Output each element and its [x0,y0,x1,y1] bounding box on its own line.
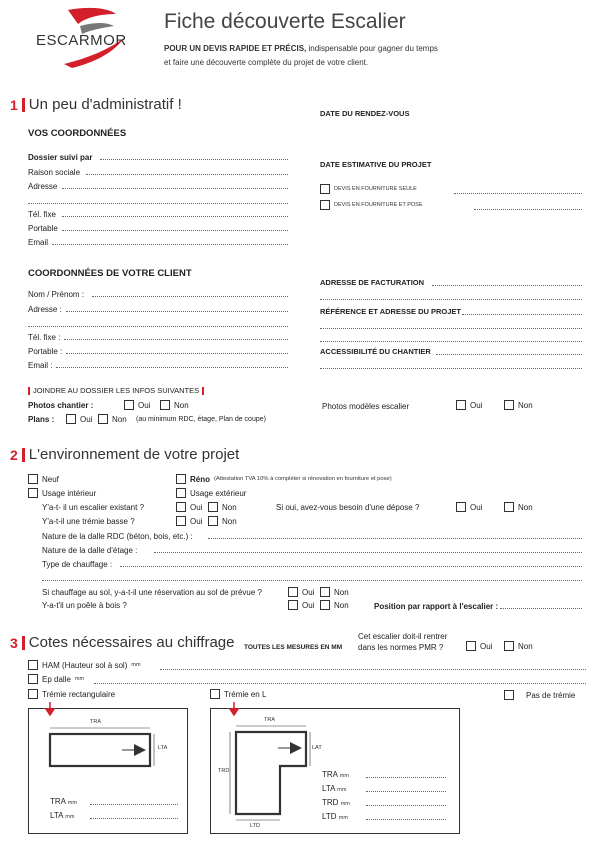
dalle-rdc-label: Nature de la dalle RDC (béton, bois, etc.) : [42,532,193,541]
tremie-rect-checkbox[interactable] [28,689,38,699]
pmr-oui-checkbox[interactable] [466,641,476,651]
d2-lta-label [322,784,346,793]
poele-oui-checkbox[interactable] [288,600,298,610]
d1-lta-unit: mm [65,814,75,820]
d2-tra-input[interactable] [366,770,446,778]
photos-modeles-non[interactable] [504,400,533,410]
escalier-existant-non-checkbox[interactable] [208,502,218,512]
facturation-label: ADRESSE DE FACTURATION [320,278,425,287]
photos-chantier-non-label: Non [174,400,189,410]
pmr-oui-label: Oui [480,641,493,651]
d2-trd-name: TRD [322,798,339,807]
facturation-input-2[interactable] [320,292,582,300]
subtitle-bold: POUR UN DEVIS RAPIDE ET PRÉCIS, [164,44,307,53]
ham-unit: mm [131,662,141,668]
plans-non[interactable] [98,414,127,424]
ham-input[interactable] [160,662,586,670]
photos-chantier-non[interactable] [160,400,189,410]
d2-lta-input[interactable] [366,784,446,792]
plans-oui[interactable] [66,414,92,424]
reno-label: Réno [190,474,210,484]
usage-ext-label: Usage extérieur [190,488,247,498]
escalier-existant-non[interactable] [208,502,237,512]
photos-modeles-label: Photos modèles escalier [322,402,410,411]
usage-ext-option[interactable] [176,488,246,498]
section-1-number: 1 [10,96,18,113]
photos-chantier-oui[interactable] [124,400,150,410]
page-title: Fiche découverte Escalier [164,10,406,33]
escalier-existant-non-label: Non [222,502,237,512]
neuf-checkbox[interactable] [28,474,38,484]
pas-tremie-option[interactable] [504,690,575,700]
rdv-label: DATE DU RENDEZ-VOUS [320,109,410,118]
date-estim-label: DATE ESTIMATIVE DU PROJET [320,160,432,169]
tremie-basse-oui-label: Oui [190,516,203,526]
pmr-non-checkbox[interactable] [504,641,514,651]
accessibilite-label: ACCESSIBILITÉ DU CHANTIER [320,347,431,356]
reference-input[interactable] [462,307,582,315]
reno-option[interactable] [176,474,392,484]
chauffage-input[interactable] [120,559,582,567]
tremie-basse-non-checkbox[interactable] [208,516,218,526]
reservation-oui-label: Oui [302,587,315,597]
devis-fourniture-label: DEVIS EN FOURNITURE SEULE [334,186,417,192]
mesures-note: TOUTES LES MESURES EN MM [244,644,343,651]
vos-coordonnees-title: VOS COORDONNÉES [28,128,127,139]
d2-lta-unit: mm [337,787,347,793]
depose-oui-checkbox[interactable] [456,502,466,512]
ep-dalle-unit: mm [74,676,85,682]
section-1-title: Un peu d'administratif ! [28,96,182,113]
tremie-basse-label: Y'a-t-il une trémie basse ? [42,517,135,526]
ep-dalle-checkbox[interactable] [28,674,38,684]
section-3-bar [22,636,25,650]
client-portable-label: Portable : [28,347,63,356]
brand-name: ESCARMOR [36,32,127,49]
photos-modeles-non-checkbox[interactable] [504,400,514,410]
devis-pose-label: DEVIS EN FOURNITURE ET POSE [334,202,423,208]
tremie-basse-non[interactable] [208,516,237,526]
d1-tra-input[interactable] [90,797,178,805]
accessibilite-input[interactable] [436,347,582,355]
usage-int-checkbox[interactable] [28,488,38,498]
escalier-existant-oui-label: Oui [190,502,203,512]
ham-checkbox[interactable] [28,660,38,670]
pmr-oui[interactable] [466,641,492,651]
accessibilite-input-2[interactable] [320,361,582,369]
section-1-heading [10,96,182,113]
page-subtitle-line2: et faire une découverte complète du projet de votre client. [164,58,369,67]
d2-lta-name: LTA [322,784,336,793]
field-raison-label: Raison sociale [28,168,81,177]
field-adresse-input-2[interactable] [28,196,288,204]
diagram-rect-tra-label: TRA [90,719,101,725]
photos-chantier-label: Photos chantier : [28,401,94,410]
photos-chantier-oui-checkbox[interactable] [124,400,134,410]
usage-int-label: Usage intérieur [42,488,97,498]
photos-modeles-non-label: Non [518,400,533,410]
client-nom-input[interactable] [92,289,288,297]
tremie-basse-oui[interactable] [176,516,202,526]
field-dossier-input[interactable] [100,152,288,160]
diagram-l-tra-label: TRA [264,717,275,723]
reno-note: (Attestation TVA 10% à compléter si rénovation en fourniture et pose) [214,476,392,482]
ep-dalle-input[interactable] [94,676,586,684]
devis-pose-option[interactable] [320,200,423,210]
pmr-non-label: Non [518,641,533,651]
d1-tra-name: TRA [50,797,66,806]
field-adresse-input[interactable] [62,181,288,189]
depose-oui-label: Oui [470,502,483,512]
page-subtitle [164,44,438,53]
reservation-oui-checkbox[interactable] [288,587,298,597]
field-tel-label: Tél. fixe [28,210,57,219]
tremie-basse-oui-checkbox[interactable] [176,516,186,526]
poele-oui[interactable] [288,600,314,610]
brand-logo [28,4,138,70]
poele-non[interactable] [320,600,349,610]
diagram-l-lat-label: LAT [312,745,322,751]
dalle-rdc-input[interactable] [208,531,582,539]
client-adresse-input[interactable] [66,304,288,312]
devis-fourniture-option[interactable] [320,184,417,194]
ep-dalle-label: Ep dalle [42,674,71,684]
plans-note: (au minimum RDC, étage, Plan de coupe) [136,416,266,423]
field-raison-input[interactable] [86,167,288,175]
d2-tra-unit: mm [339,773,349,779]
client-tel-input[interactable] [64,332,288,340]
field-adresse-label: Adresse [28,182,58,191]
ham-option[interactable] [28,660,141,670]
field-email-label: Email [28,238,49,247]
tremie-l-option[interactable] [210,689,266,699]
section-3-title: Cotes nécessaires au chiffrage [28,634,235,651]
tremie-rect-option[interactable] [28,689,115,699]
escalier-existant-label: Y'a-t- il un escalier existant ? [42,503,145,512]
field-portable-input[interactable] [62,223,288,231]
field-tel-input[interactable] [62,209,288,217]
depose-non-checkbox[interactable] [504,502,514,512]
section-2-heading [10,446,239,463]
escalier-existant-oui-checkbox[interactable] [176,502,186,512]
chauffage-input-2[interactable] [42,573,582,581]
dalle-etage-input[interactable] [154,545,582,553]
tremie-rect-label: Trémie rectangulaire [42,689,116,699]
field-email-input[interactable] [52,237,288,245]
d2-trd-input[interactable] [366,798,446,806]
plans-oui-checkbox[interactable] [66,414,76,424]
reservation-label: Si chauffage au sol, y-a-t-il une réservation au sol de prévue ? [42,588,262,597]
client-title: COORDONNÉES DE VOTRE CLIENT [28,268,192,279]
tremie-l-shape [236,732,306,814]
section-3-number: 3 [10,634,18,651]
facturation-input[interactable] [432,278,582,286]
depose-non-label: Non [518,502,533,512]
client-email-input[interactable] [56,360,288,368]
tremie-l-label: Trémie en L [224,689,267,699]
field-portable-label: Portable [28,224,58,233]
plans-oui-label: Oui [80,414,93,424]
reservation-non-label: Non [334,587,349,597]
reference-label: RÉFÉRENCE ET ADRESSE DU PROJET [320,307,461,316]
plans-label: Plans : [28,415,55,424]
d2-ltd-name: LTD [322,812,337,821]
plans-non-label: Non [112,414,127,424]
d2-tra-name: TRA [322,770,338,779]
field-dossier-label: Dossier suivi par [28,153,93,162]
poele-oui-label: Oui [302,600,315,610]
position-label: Position par rapport à l'escalier : [374,602,499,611]
photos-chantier-non-checkbox[interactable] [160,400,170,410]
pmr-question-line2: dans les normes PMR ? [358,643,444,652]
joindre-text: JOINDRE AU DOSSIER LES INFOS SUIVANTES [33,386,200,395]
pas-tremie-label: Pas de trémie [526,690,576,700]
d2-ltd-label [322,812,348,821]
poele-non-checkbox[interactable] [320,600,330,610]
photos-modeles-oui-checkbox[interactable] [456,400,466,410]
section-1-bar [22,98,25,112]
usage-ext-checkbox[interactable] [176,488,186,498]
section-2-bar [22,448,25,462]
client-adresse-label: Adresse : [28,305,62,314]
d2-tra-label [322,770,349,779]
escalier-existant-oui[interactable] [176,502,202,512]
diagram-l-ltd-label: LTD [250,823,260,829]
client-nom-label: Nom / Prénom : [28,290,85,299]
reference-input-2[interactable] [320,321,582,329]
d1-lta-name: LTA [50,811,64,820]
neuf-label: Neuf [42,474,59,484]
d2-trd-label [322,798,350,807]
reservation-oui[interactable] [288,587,314,597]
d1-lta-input[interactable] [90,811,178,819]
joindre-label [28,386,204,395]
reservation-non[interactable] [320,587,349,597]
joindre-bar-right [202,387,204,395]
d1-tra-label [50,797,77,806]
pmr-non[interactable] [504,641,533,651]
d1-tra-unit: mm [67,800,77,806]
poele-non-label: Non [334,600,349,610]
section-2-title: L'environnement de votre projet [28,446,240,463]
down-arrow-icon [230,702,238,715]
d2-ltd-unit: mm [338,815,348,821]
photos-chantier-oui-label: Oui [138,400,151,410]
d2-ltd-input[interactable] [366,812,446,820]
ep-dalle-option[interactable] [28,674,84,684]
depose-non[interactable] [504,502,533,512]
reference-input-3[interactable] [320,334,582,342]
diagram-rect-lta-label: LTA [158,745,168,751]
client-email-label: Email : [28,361,53,370]
photos-modeles-oui[interactable] [456,400,482,410]
depose-oui[interactable] [456,502,482,512]
d2-trd-unit: mm [340,801,350,807]
devis-pose-checkbox[interactable] [320,200,330,210]
client-tel-label: Tél. fixe : [28,333,61,342]
client-portable-input[interactable] [66,346,288,354]
dalle-etage-label: Nature de la dalle d'étage : [42,546,138,555]
devis-fourniture-input[interactable] [454,186,582,194]
plans-non-checkbox[interactable] [98,414,108,424]
ham-label: HAM (Hauteur sol à sol) [42,660,128,670]
pmr-question-line1: Cet escalier doit-il rentrer [358,632,448,641]
devis-pose-input[interactable] [474,202,582,210]
reservation-non-checkbox[interactable] [320,587,330,597]
poele-label: Y-a-t'il un poêle à bois ? [42,601,127,610]
photos-modeles-oui-label: Oui [470,400,483,410]
position-input[interactable] [500,601,582,609]
depose-label: Si oui, avez-vous besoin d'une dépose ? [276,503,420,512]
neuf-option[interactable] [28,474,59,484]
client-adresse-input-2[interactable] [28,319,288,327]
usage-int-option[interactable] [28,488,96,498]
section-3-heading [10,634,234,651]
tremie-l-checkbox[interactable] [210,689,220,699]
pas-tremie-checkbox[interactable] [504,690,514,700]
tremie-basse-non-label: Non [222,516,237,526]
subtitle-rest: indispensable pour gagner du temps [308,44,438,53]
devis-fourniture-checkbox[interactable] [320,184,330,194]
d1-lta-label [50,811,74,820]
down-arrow-icon [46,702,54,715]
reno-checkbox[interactable] [176,474,186,484]
joindre-bar-left [28,387,30,395]
diagram-l-trd-label: TRD [218,768,230,774]
section-2-number: 2 [10,446,18,463]
chauffage-label: Type de chauffage : [42,560,113,569]
